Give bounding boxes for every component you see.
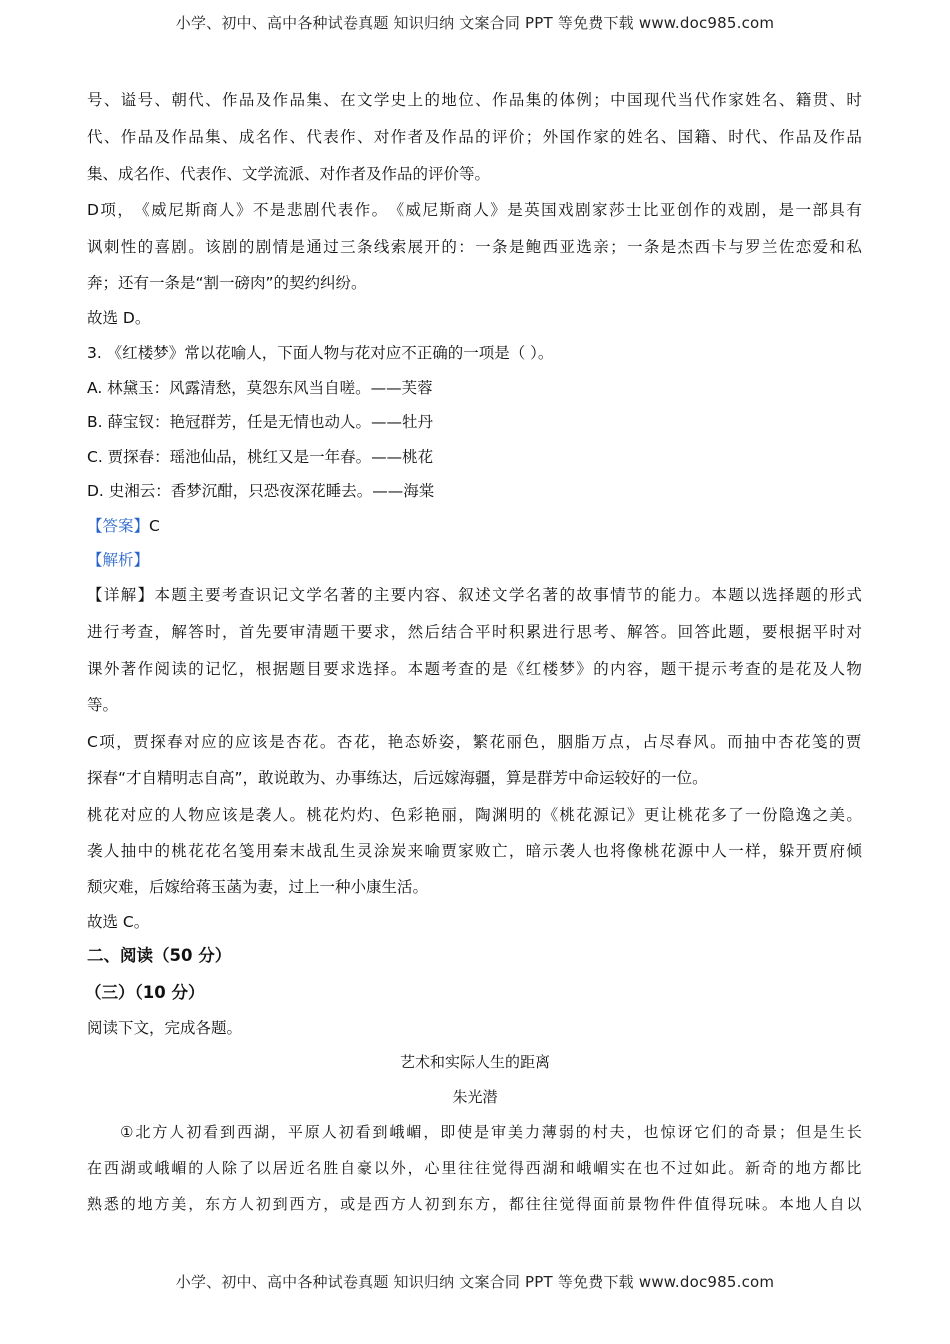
option-b: B. 薛宝钗：艳冠群芳，任是无情也动人。——牡丹	[87, 413, 433, 431]
c-item-line: 探春“才自精明志自高”，敢说敢为、办事练达，后远嫁海疆，算是群芳中命运较好的一位。	[87, 769, 708, 787]
prev-answer: 故选 D。	[87, 309, 151, 327]
d-item-line: 奔；还有一条是“割一磅肉”的契约纠纷。	[87, 274, 367, 292]
analysis-label: 【解析】	[87, 551, 150, 569]
intro-line: 号 、 谥 号 、 朝 代 、 作 品 及 作 品 集 、 在 文 学 史 上 的 地 位 、 作 品 集 的 体 例 ； 中 国 现 代 当 代 作 家 姓 名 、 籍 贯 、 时	[87, 91, 862, 109]
article-para-line: ① 北 方 人 初 看 到 西 湖 ， 平 原 人 初 看 到 峨 嵋 ， 即 使 是 审 美 力 薄 弱 的 村 夫 ， 也 惊 讶 它 们 的 奇 景 ； 但 是 生 长	[120, 1123, 862, 1141]
intro-line: 集、成名作、代表作、文学流派、对作者及作品的评价等。	[87, 165, 491, 183]
page-footer: 小学、初中、高中各种试卷真题 知识归纳 文案合同 PPT 等免费下载 www.doc985.com	[175, 1273, 775, 1291]
peach-line: 袭 人 抽 中 的 桃 花 花 名 笺 用 秦 末 战 乱 生 灵 涂 炭 来 喻 贾 家 败 亡 ， 暗 示 袭 人 也 将 像 桃 花 源 中 人 一 样 ， 躲 开 贾 府 倾	[87, 842, 862, 860]
detail-line: 课 外 著 作 阅 读 的 记 忆 ， 根 据 题 目 要 求 选 择 。 本 题 考 查 的 是 《 红 楼 梦 》 的 内 容 ， 题 干 提 示 考 查 的 是 花 及 人 物	[87, 660, 862, 678]
c-item-line: C 项 ， 贾 探 春 对 应 的 应 该 是 杏 花 。 杏 花 ， 艳 态 娇 姿 ， 繁 花 丽 色 ， 胭 脂 万 点 ， 占 尽 春 风 。 而 抽 中 杏 花 笺 的 贾	[87, 733, 862, 751]
d-item-line: D 项 ， 《 威 尼 斯 商 人 》 不 是 悲 剧 代 表 作 。 《 威 尼 斯 商 人 》 是 英 国 戏 剧 家 莎 士 比 亚 创 作 的 戏 剧 ， 是 一 部 具 有	[87, 201, 862, 219]
detail-line: 进 行 考 查 ， 解 答 时 ， 首 先 要 审 清 题 干 要 求 ， 然 后 结 合 平 时 积 累 进 行 思 考 、 解 答 。 回 答 此 题 ， 要 根 据 平 时 对	[87, 623, 862, 641]
answer-row	[87, 515, 160, 537]
detail-line: 【 详 解 】 本 题 主 要 考 查 识 记 文 学 名 著 的 主 要 内 容 、 叙 述 文 学 名 著 的 故 事 情 节 的 能 力 。 本 题 以 选 择 题 的 形 式	[87, 586, 862, 604]
option-c: C. 贾探春：瑶池仙品，桃红又是一年春。——桃花	[87, 448, 434, 466]
d-item-line: 讽 刺 性 的 喜 剧 。 该 剧 的 剧 情 是 通 过 三 条 线 索 展 开 的 ： 一 条 是 鲍 西 亚 选 亲 ； 一 条 是 杰 西 卡 与 罗 兰 佐 恋 爱 和 私	[87, 238, 862, 256]
answer-value: C	[149, 517, 160, 535]
article-title: 艺术和实际人生的距离	[399, 1053, 550, 1071]
sub-section-title: （三）（10 分）	[85, 983, 205, 1002]
final-answer: 故选 C。	[87, 913, 150, 931]
peach-line: 桃 花 对 应 的 人 物 应 该 是 袭 人 。 桃 花 灼 灼 、 色 彩 艳 丽 ， 陶 渊 明 的 《 桃 花 源 记 》 更 让 桃 花 多 了 一 份 隐 逸 之 美 。	[87, 806, 862, 824]
option-d: D. 史湘云：香梦沉酣，只恐夜深花睡去。——海棠	[87, 482, 435, 500]
article-para-line: 熟 悉 的 地 方 美 ， 东 方 人 初 到 西 方 ， 或 是 西 方 人 初 到 东 方 ， 都 往 往 觉 得 面 前 景 物 件 件 值 得 玩 味 。 本 地 人 自 以	[87, 1195, 862, 1213]
question-3-stem: 3. 《红楼梦》常以花喻人，下面人物与花对应不正确的一项是（ ）。	[87, 344, 554, 362]
page-header: 小学、初中、高中各种试卷真题 知识归纳 文案合同 PPT 等免费下载 www.doc985.com	[175, 14, 775, 32]
reading-instruction: 阅读下文，完成各题。	[87, 1019, 243, 1037]
intro-line: 代 、 作 品 及 作 品 集 、 成 名 作 、 代 表 作 、 对 作 者 及 作 品 的 评 价 ； 外 国 作 家 的 姓 名 、 国 籍 、 时 代 、 作 品 及 作 品	[87, 128, 862, 146]
article-author: 朱光潜	[452, 1088, 498, 1106]
answer-label: 【答案】	[87, 517, 150, 535]
peach-line: 颓灾难，后嫁给蒋玉菡为妻，过上一种小康生活。	[87, 878, 429, 896]
option-a: A. 林黛玉：风露清愁，莫怨东风当自嗟。——芙蓉	[87, 379, 433, 397]
section-title: 二、阅读（50 分）	[87, 946, 232, 965]
detail-line: 等。	[87, 696, 119, 714]
article-para-line: 在 西 湖 或 峨 嵋 的 人 除 了 以 居 近 名 胜 自 豪 以 外 ， 心 里 往 往 觉 得 西 湖 和 峨 嵋 实 在 也 不 过 如 此 。 新 奇 的 地 方 都 比	[87, 1159, 862, 1177]
